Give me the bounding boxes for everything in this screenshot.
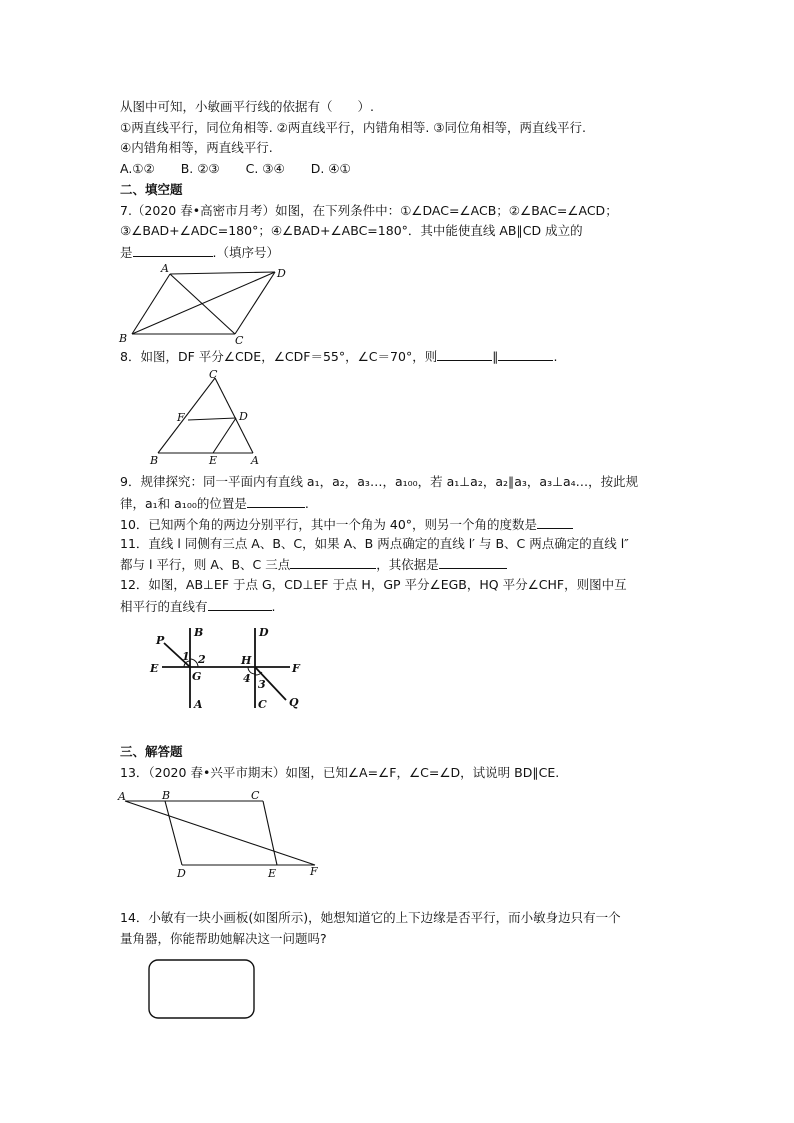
q8-triangle-figure [143,368,268,466]
q12-label-q: Q [289,696,299,709]
q12-label-e: E [150,662,159,675]
q12-label-p: P [156,634,165,647]
q12-perpendicular-figure [140,620,315,715]
q14-drawing-board-figure [145,955,260,1025]
q9-line-2 [120,495,309,512]
q7-side-ba [132,274,170,334]
q13-label-c: C [251,789,260,802]
section-3-title: 三、解答题 [120,744,183,759]
q12-label-a: A [194,698,203,711]
q10-line [120,516,573,533]
q6-option-a: A.①② [120,161,155,176]
q12-label-3: 3 [258,678,266,691]
q13-label-e: E [268,867,277,880]
q6-option-c: C. ③④ [245,161,285,176]
q7-diagonal-bd [132,272,275,334]
q12-label-2: 2 [198,653,206,666]
q8-period: . [553,349,558,364]
q12-label-1: 1 [182,650,190,663]
q10-answer-blank[interactable] [537,516,573,529]
q11-line-2-mid: ，其依据是 [376,557,439,572]
q13-label-d: D [177,867,186,880]
q12-label-4: 4 [243,672,251,685]
q8-blank-1[interactable] [437,348,492,361]
q7-label-b: B [119,332,128,344]
q8-label-b: B [150,454,159,466]
q8-segment-fd [188,418,236,420]
q7-answer-blank[interactable] [133,244,213,257]
q13-figure [115,786,330,880]
q13-text: 13．（2020 春•兴平市期末）如图，已知∠A=∠F，∠C=∠D，试说明 BD∥CE. [120,765,560,780]
q9-period: . [304,496,309,511]
q8-label-f: F [177,411,185,424]
q14-drawing-board [149,960,254,1018]
q12-label-f: F [292,662,300,675]
q11-line-2 [120,556,507,573]
q8-text [120,348,557,365]
q13-label-f: F [310,865,318,878]
q8-blank-2[interactable] [498,348,553,361]
q12-period: . [271,599,276,614]
q11-blank-1[interactable] [290,556,376,569]
q7-line-3-prefix: 是 [120,245,133,260]
q12-line-1: 12．如图，AB⊥EF 于点 G，CD⊥EF 于点 H，GP 平分∠EGB，HQ 平分∠CHF，则图中互 [120,577,627,592]
q6-reasons-line-2: ④内错角相等，两直线平行. [120,140,273,155]
q13-line-ce [263,801,277,865]
q6-options [120,161,373,177]
q14-line-1: 14．小敏有一块小画板(如图所示)，她想知道它的上下边缘是否平行，而小敏身边只有一个 [120,910,621,925]
q7-line-3-suffix: .（填序号） [212,245,279,260]
q13-label-a: A [118,790,126,803]
q9-line-1: 9．规律探究：同一平面内有直线 a₁，a₂，a₃…，a₁₀₀，若 a₁⊥a₂，a₂∥a₃，a₃⊥a₄…，按此规 [120,474,639,489]
q10-text: 10．已知两个角的两边分别平行，其中一个角为 40°，则另一个角的度数是 [120,517,538,532]
q7-line-3 [120,244,279,261]
q7-side-ad [170,272,275,274]
q8-label-d: D [239,410,248,423]
q7-label-d: D [277,267,286,280]
q12-label-b: B [194,626,204,639]
q9-answer-blank[interactable] [247,495,305,508]
section-2-title: 二、填空题 [120,182,183,197]
q6-option-d: D. ④① [310,161,351,176]
q8-parallel-symbol: ∥ [492,349,499,364]
q7-label-c: C [235,334,244,344]
q12-label-d: D [259,626,269,639]
q12-line-2 [120,598,276,615]
q8-segment-de [213,418,236,453]
q8-label-e: E [209,454,218,466]
q7-parallelogram-figure [115,262,295,344]
q11-line-1: 11．直线 l 同侧有三点 A、B、C，如果 A、B 两点确定的直线 l′ 与 B、C 两点确定的直线 l″ [120,536,629,551]
q13-line-af [125,801,315,865]
q11-blank-2[interactable] [439,556,507,569]
q8-label-c: C [209,368,218,381]
q8-text-main: 8．如图，DF 平分∠CDE，∠CDF＝55°，∠C＝70°，则 [120,349,438,364]
q8-side-cb [158,378,215,453]
q13-label-b: B [162,789,171,802]
q7-line-1: 7.（2020 春•高密市月考）如图，在下列条件中：①∠DAC=∠ACB；②∠BAC=∠ACD； [120,203,618,218]
q14-line-2: 量角器，你能帮助她解决这一问题吗? [120,931,327,946]
q12-line-2-text: 相平行的直线有 [120,599,208,614]
q8-label-a: A [251,454,259,466]
q6-option-b: B. ②③ [180,161,220,176]
q7-line-2: ③∠BAD+∠ADC=180°；④∠BAD+∠ABC=180°．其中能使直线 AB∥CD 成立的 [120,223,583,238]
q12-label-g: G [192,670,202,683]
q6-reasons-line-1: ①两直线平行，同位角相等. ②两直线平行，内错角相等. ③同位角相等，两直线平行. [120,120,586,135]
q9-line-2-text: 律，a₁和 a₁₀₀的位置是 [120,496,247,511]
q7-side-dc [235,272,275,334]
q7-label-a: A [161,262,169,275]
q11-line-2-text: 都与 l 平行，则 A、B、C 三点 [120,557,291,572]
q6-stem: 从图中可知，小敏画平行线的依据有（ ）. [120,99,374,114]
q12-label-h: H [241,654,252,667]
q12-answer-blank[interactable] [208,598,272,611]
q13-line-bd [165,801,182,865]
q12-angle-arc-2 [190,659,198,667]
q12-label-c: C [258,698,267,711]
